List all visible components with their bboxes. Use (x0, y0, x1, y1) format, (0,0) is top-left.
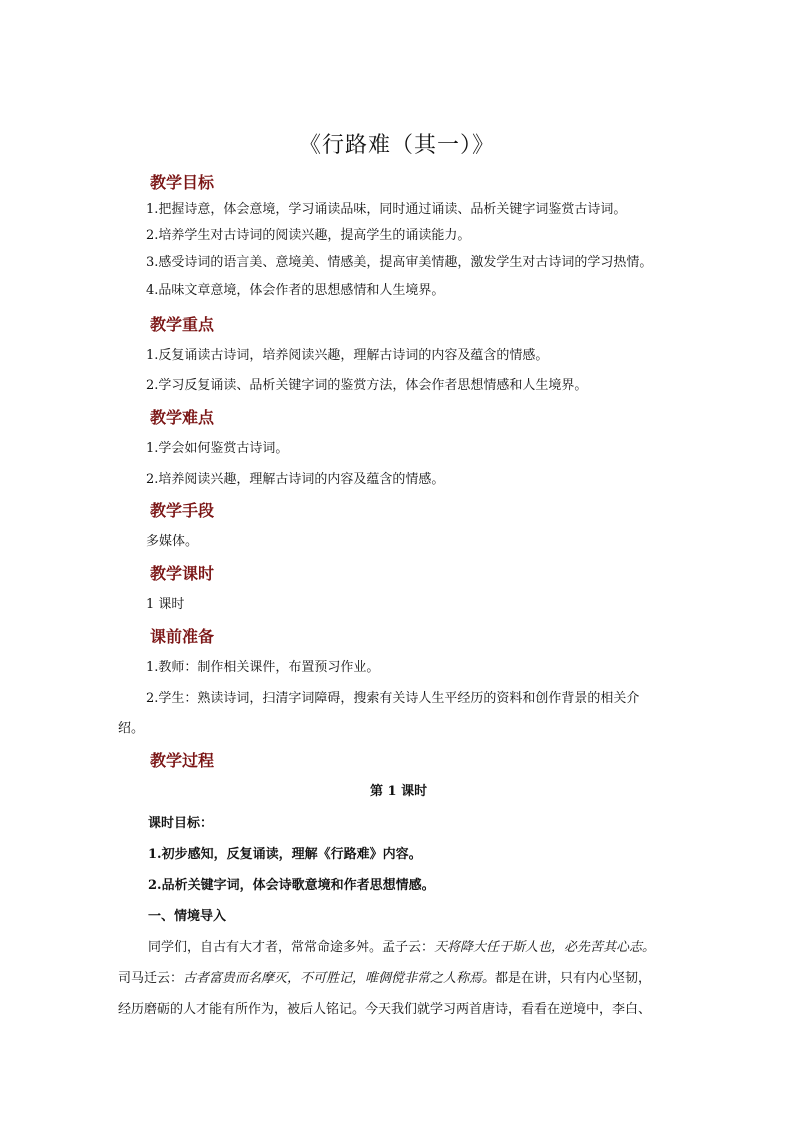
lesson-title: 第 1 课时 (370, 784, 428, 799)
focus-item: 1.反复诵读古诗词，培养阅读兴趣，理解古诗词的内容及蕴含的情感。 (146, 348, 549, 363)
heading-focus: 教学重点 (150, 315, 215, 334)
difficulty-item: 1.学会如何鉴赏古诗词。 (146, 441, 289, 456)
lesson-goal-label: 课时目标： (148, 816, 214, 831)
part-one-heading: 一、情境导入 (148, 909, 227, 924)
intro-line (118, 967, 651, 986)
prep-item: 1.教师：制作相关课件，布置预习作业。 (146, 660, 380, 675)
heading-goals: 教学目标 (150, 173, 215, 192)
means-text: 多媒体。 (146, 534, 199, 549)
lesson-goal: 2.品析关键字词，体会诗歌意境和作者思想情感。 (148, 878, 435, 893)
heading-means: 教学手段 (150, 501, 215, 520)
heading-difficulty: 教学难点 (150, 408, 215, 427)
prep-item: 2.学生：熟读诗词，扫清字词障碍，搜索有关诗人生平经历的资料和创作背景的相关介 (146, 691, 640, 706)
intro-line (148, 936, 655, 955)
difficulty-item: 2.培养阅读兴趣，理解古诗词的内容及蕴含的情感。 (146, 472, 445, 487)
goal-item: 1.把握诗意，体会意境，学习诵读品味，同时通过诵读、品析关键字词鉴赏古诗词。 (146, 202, 627, 217)
intro-quote: 天将降大任于斯人也，必先苦其心志。 (434, 940, 656, 955)
hours-text: 1 课时 (146, 597, 185, 612)
heading-hours: 教学课时 (150, 564, 215, 583)
intro-quote: 古者富贵而名摩灭，不可胜记，唯倜傥非常之人称焉。 (183, 971, 496, 986)
intro-text: 同学们，自古有大才者，常常命途多舛。孟子云： (148, 940, 435, 955)
intro-text: 都是在讲，只有内心坚韧， (495, 971, 652, 986)
goal-item: 2.培养学生对古诗词的阅读兴趣，提高学生的诵读能力。 (146, 228, 471, 243)
intro-text: 司马迁云： (118, 971, 184, 986)
goal-item: 4.品味文章意境，体会作者的思想感情和人生境界。 (146, 283, 445, 298)
goal-item: 3.感受诗词的语言美、意境美、情感美，提高审美情趣，激发学生对古诗词的学习热情。 (146, 255, 653, 270)
heading-prep: 课前准备 (150, 627, 215, 646)
heading-process: 教学过程 (150, 751, 215, 770)
lesson-goal: 1.初步感知，反复诵读，理解《行路难》内容。 (148, 847, 422, 862)
focus-item: 2.学习反复诵读、品析关键字词的鉴赏方法，体会作者思想情感和人生境界。 (146, 378, 588, 393)
prep-item-continued: 绍。 (118, 721, 145, 736)
intro-line (118, 998, 651, 1017)
intro-text: 经历磨砺的人才能有所作为，被后人铭记。今天我们就学习两首唐诗，看看在逆境中，李白、 (118, 1002, 652, 1017)
document-title: 《行路难（其一）》 (298, 133, 495, 158)
